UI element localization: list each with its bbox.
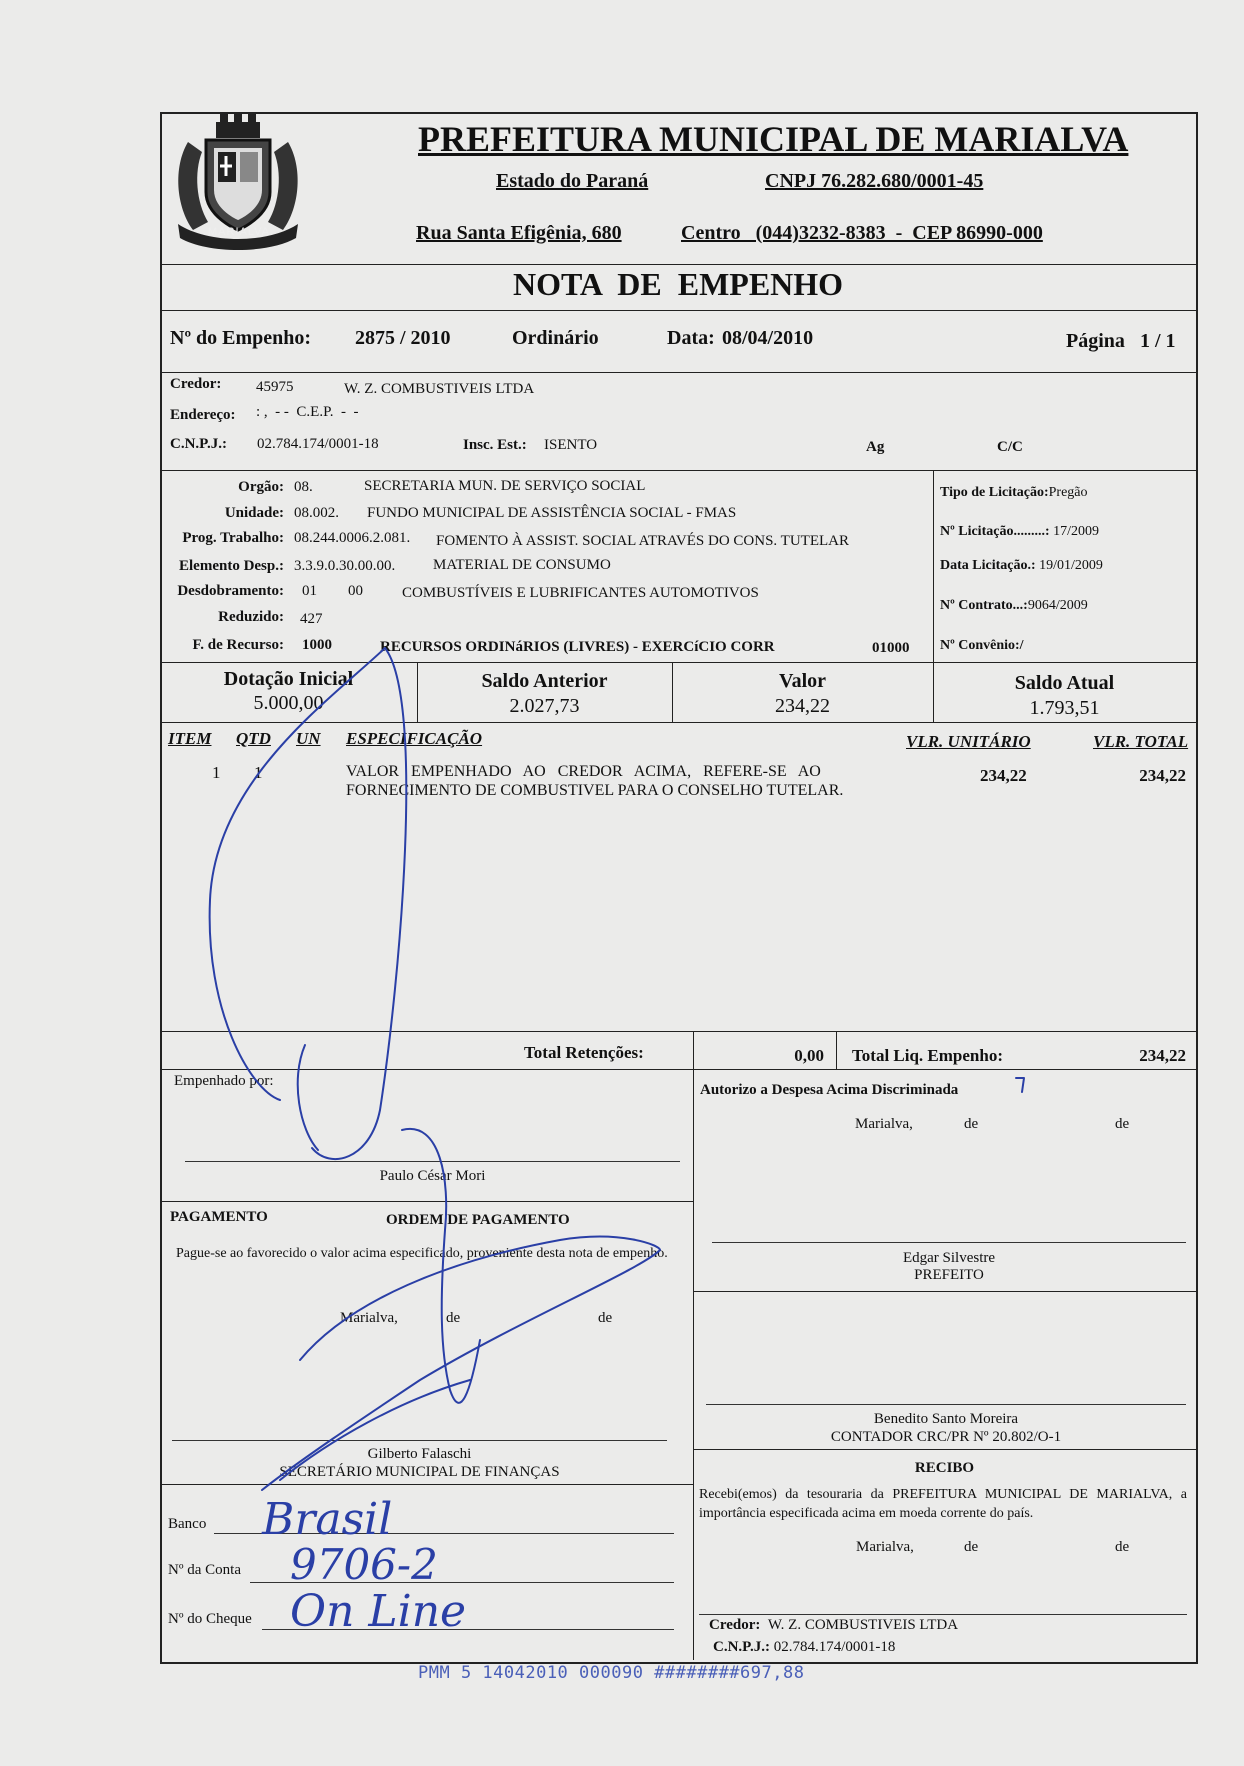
col-item: ITEM (168, 729, 212, 748)
creditor-cnpj: 02.784.174/0001-18 (257, 436, 379, 452)
authorization-label: Autorizo a Despesa Acima Discriminada (700, 1082, 959, 1098)
unit-name: FUNDO MUNICIPAL DE ASSISTÊNCIA SOCIAL - FMAS (367, 505, 737, 521)
item-spec-line-1: VALOR EMPENHADO AO CREDOR ACIMA, REFERE-SE AO (346, 763, 821, 780)
item-unit-price: 234,22 (980, 766, 1027, 785)
receipt-title: RECIBO (914, 1460, 975, 1476)
address-label: Endereço: (170, 407, 236, 423)
current-balance-label: Saldo Atual (1014, 672, 1115, 694)
work-program-label: Prog. Trabalho: (182, 530, 284, 546)
receipt-cnpj-label: C.N.P.J.: (713, 1639, 770, 1655)
bank-label: Banco (168, 1516, 207, 1532)
empenho-date-label: Data: (667, 327, 715, 349)
organ-name: SECRETARIA MUN. DE SERVIÇO SOCIAL (364, 478, 646, 494)
empenho-number: 2875 / 2010 (355, 327, 451, 349)
creditor-code: 45975 (256, 379, 294, 395)
resource-source-label: F. de Recurso: (192, 637, 284, 653)
crest-text: MARIALVA (208, 226, 270, 238)
reduced-label: Reduzido: (218, 609, 284, 625)
page-label: Página (1066, 330, 1125, 352)
col-total-price: VLR. TOTAL (1093, 732, 1189, 751)
account-number-label: Nº da Conta (168, 1562, 241, 1578)
col-specification: ESPECIFICAÇÃO (346, 729, 483, 748)
net-total-label: Total Liq. Empenho: (852, 1046, 1003, 1065)
bidding-date-value: 19/01/2009 (1039, 558, 1103, 573)
bidding-number-value: 17/2009 (1053, 524, 1099, 539)
breakdown-code-2: 00 (348, 583, 363, 599)
finance-secretary-name: Gilberto Falaschi (367, 1446, 472, 1462)
authorization-city: Marialva, (855, 1116, 913, 1132)
receipt-creditor-label: Credor: (709, 1617, 761, 1633)
empenho-date: 08/04/2010 (722, 327, 814, 349)
previous-balance-value: 2.027,73 (509, 695, 580, 717)
municipality-cnpj: CNPJ 76.282.680/0001-45 (765, 170, 984, 192)
creditor-cnpj-label: C.N.P.J.: (170, 436, 227, 452)
mayor-title: PREFEITO (914, 1267, 984, 1283)
agreement-label: Nº Convênio:/ (940, 638, 1024, 653)
previous-balance-label: Saldo Anterior (481, 670, 608, 692)
receipt-city: Marialva, (856, 1539, 914, 1555)
accountant-name: Benedito Santo Moreira (873, 1411, 1019, 1427)
payment-de-1: de (446, 1310, 461, 1326)
unit-label: Unidade: (224, 505, 284, 521)
empenho-type: Ordinário (512, 327, 599, 349)
municipality-contact: Centro (044)3232-8383 - CEP 86990-000 (681, 222, 1043, 244)
bidding-number-label: Nº Licitação.........: (940, 524, 1050, 539)
payment-city: Marialva, (340, 1310, 398, 1326)
col-unit: UN (296, 729, 321, 748)
current-balance-value: 1.793,51 (1029, 697, 1100, 719)
contract-number-value: 9064/2009 (1027, 598, 1088, 613)
bidding-date-label: Data Licitação.: (940, 558, 1036, 573)
bidding-type-value: Pregão (1048, 485, 1088, 500)
receipt-de-1: de (964, 1539, 979, 1555)
initial-allocation-label: Dotação Inicial (223, 668, 354, 690)
accountant-title: CONTADOR CRC/PR Nº 20.802/O-1 (830, 1429, 1062, 1445)
committed-by-label: Empenhado por: (174, 1073, 274, 1089)
municipality-title: PREFEITURA MUNICIPAL DE MARIALVA (418, 119, 1129, 159)
work-program-code: 08.244.0006.2.081. (294, 530, 411, 546)
document-title: NOTA DE EMPENHO (512, 266, 844, 302)
creditor-name: W. Z. COMBUSTIVEIS LTDA (344, 381, 535, 397)
state-registration-label: Insc. Est.: (463, 437, 527, 453)
authorization-de-2: de (1115, 1116, 1130, 1132)
resource-source-name: RECURSOS ORDINáRIOS (LIVRES) - EXERCíCIO CORR (380, 639, 775, 655)
item-total-price: 234,22 (1139, 766, 1186, 785)
amount-label: Valor (778, 670, 827, 692)
check-handwritten: On Line (290, 1586, 467, 1637)
payment-order-label: ORDEM DE PAGAMENTO (386, 1212, 570, 1228)
net-total-value: 234,22 (1139, 1046, 1186, 1065)
initial-allocation-value: 5.000,00 (253, 692, 324, 714)
state-registration: ISENTO (544, 437, 598, 453)
item-qty: 1 (254, 763, 263, 782)
creditor-label: Credor: (170, 376, 222, 392)
reduced-code: 427 (300, 611, 323, 627)
col-qty: QTD (236, 729, 271, 748)
agency-label: Ag (866, 439, 885, 455)
state-name: Estado do Paraná (496, 170, 649, 192)
withholdings-value: 0,00 (794, 1046, 824, 1065)
work-program-name: FOMENTO À ASSIST. SOCIAL ATRAVÉS DO CONS. TUTELAR (436, 533, 849, 549)
breakdown-code-1: 01 (302, 583, 317, 599)
committed-by-name: Paulo César Mori (379, 1168, 486, 1184)
item-spec-line-2: FORNECIMENTO DE COMBUSTIVEL PARA O CONSELHO TUTELAR. (346, 782, 844, 799)
organ-code: 08. (294, 479, 313, 495)
check-number-label: Nº do Cheque (168, 1611, 252, 1627)
payment-label: PAGAMENTO (170, 1209, 268, 1225)
receipt-cnpj-value: 02.784.174/0001-18 (773, 1639, 896, 1655)
finance-secretary-title: SECRETÁRIO MUNICIPAL DE FINANÇAS (279, 1464, 560, 1480)
mayor-name: Edgar Silvestre (902, 1250, 996, 1266)
creditor-address: : , - - C.E.P. - - (256, 404, 359, 420)
account-label: C/C (997, 439, 1023, 455)
receipt-text: Recebi(emos) da tesouraria da PREFEITURA MUNICIPAL DE MARIALVA, a importância especificada acima em moeda corrente do país. (699, 1487, 1187, 1521)
empenho-number-label: Nº do Empenho: (170, 327, 312, 349)
organ-label: Orgão: (238, 479, 284, 495)
municipality-address: Rua Santa Efigênia, 680 (416, 222, 622, 244)
page-number: 1 / 1 (1140, 330, 1176, 352)
unit-code: 08.002. (294, 505, 339, 521)
contract-number-label: Nº Contrato...: (940, 598, 1028, 613)
breakdown-label: Desdobramento: (177, 583, 284, 599)
breakdown-name: COMBUSTÍVEIS E LUBRIFICANTES AUTOMOTIVOS (402, 585, 759, 601)
processing-stamp: PMM 5 14042010 000090 ########697,88 (418, 1663, 805, 1683)
payment-de-2: de (598, 1310, 613, 1326)
withholdings-label: Total Retenções: (524, 1043, 644, 1062)
expense-element-name: MATERIAL DE CONSUMO (433, 557, 611, 573)
receipt-creditor-name: W. Z. COMBUSTIVEIS LTDA (767, 1617, 959, 1633)
amount-value: 234,22 (775, 695, 830, 717)
resource-source-code-2: 01000 (872, 640, 910, 656)
account-handwritten: 9706-2 (290, 1540, 438, 1589)
col-unit-price: VLR. UNITÁRIO (906, 732, 1031, 751)
authorization-de-1: de (964, 1116, 979, 1132)
item-number: 1 (212, 763, 221, 782)
payment-order-text: Pague-se ao favorecido o valor acima especificado, proveniente desta nota de empenho. (176, 1246, 668, 1261)
expense-element-label: Elemento Desp.: (179, 558, 284, 574)
expense-element-code: 3.3.9.0.30.00.00. (294, 558, 396, 574)
resource-source-code: 1000 (302, 637, 332, 653)
bidding-type-label: Tipo de Licitação: (940, 485, 1049, 500)
receipt-de-2: de (1115, 1539, 1130, 1555)
bank-handwritten: Brasil (262, 1494, 393, 1545)
